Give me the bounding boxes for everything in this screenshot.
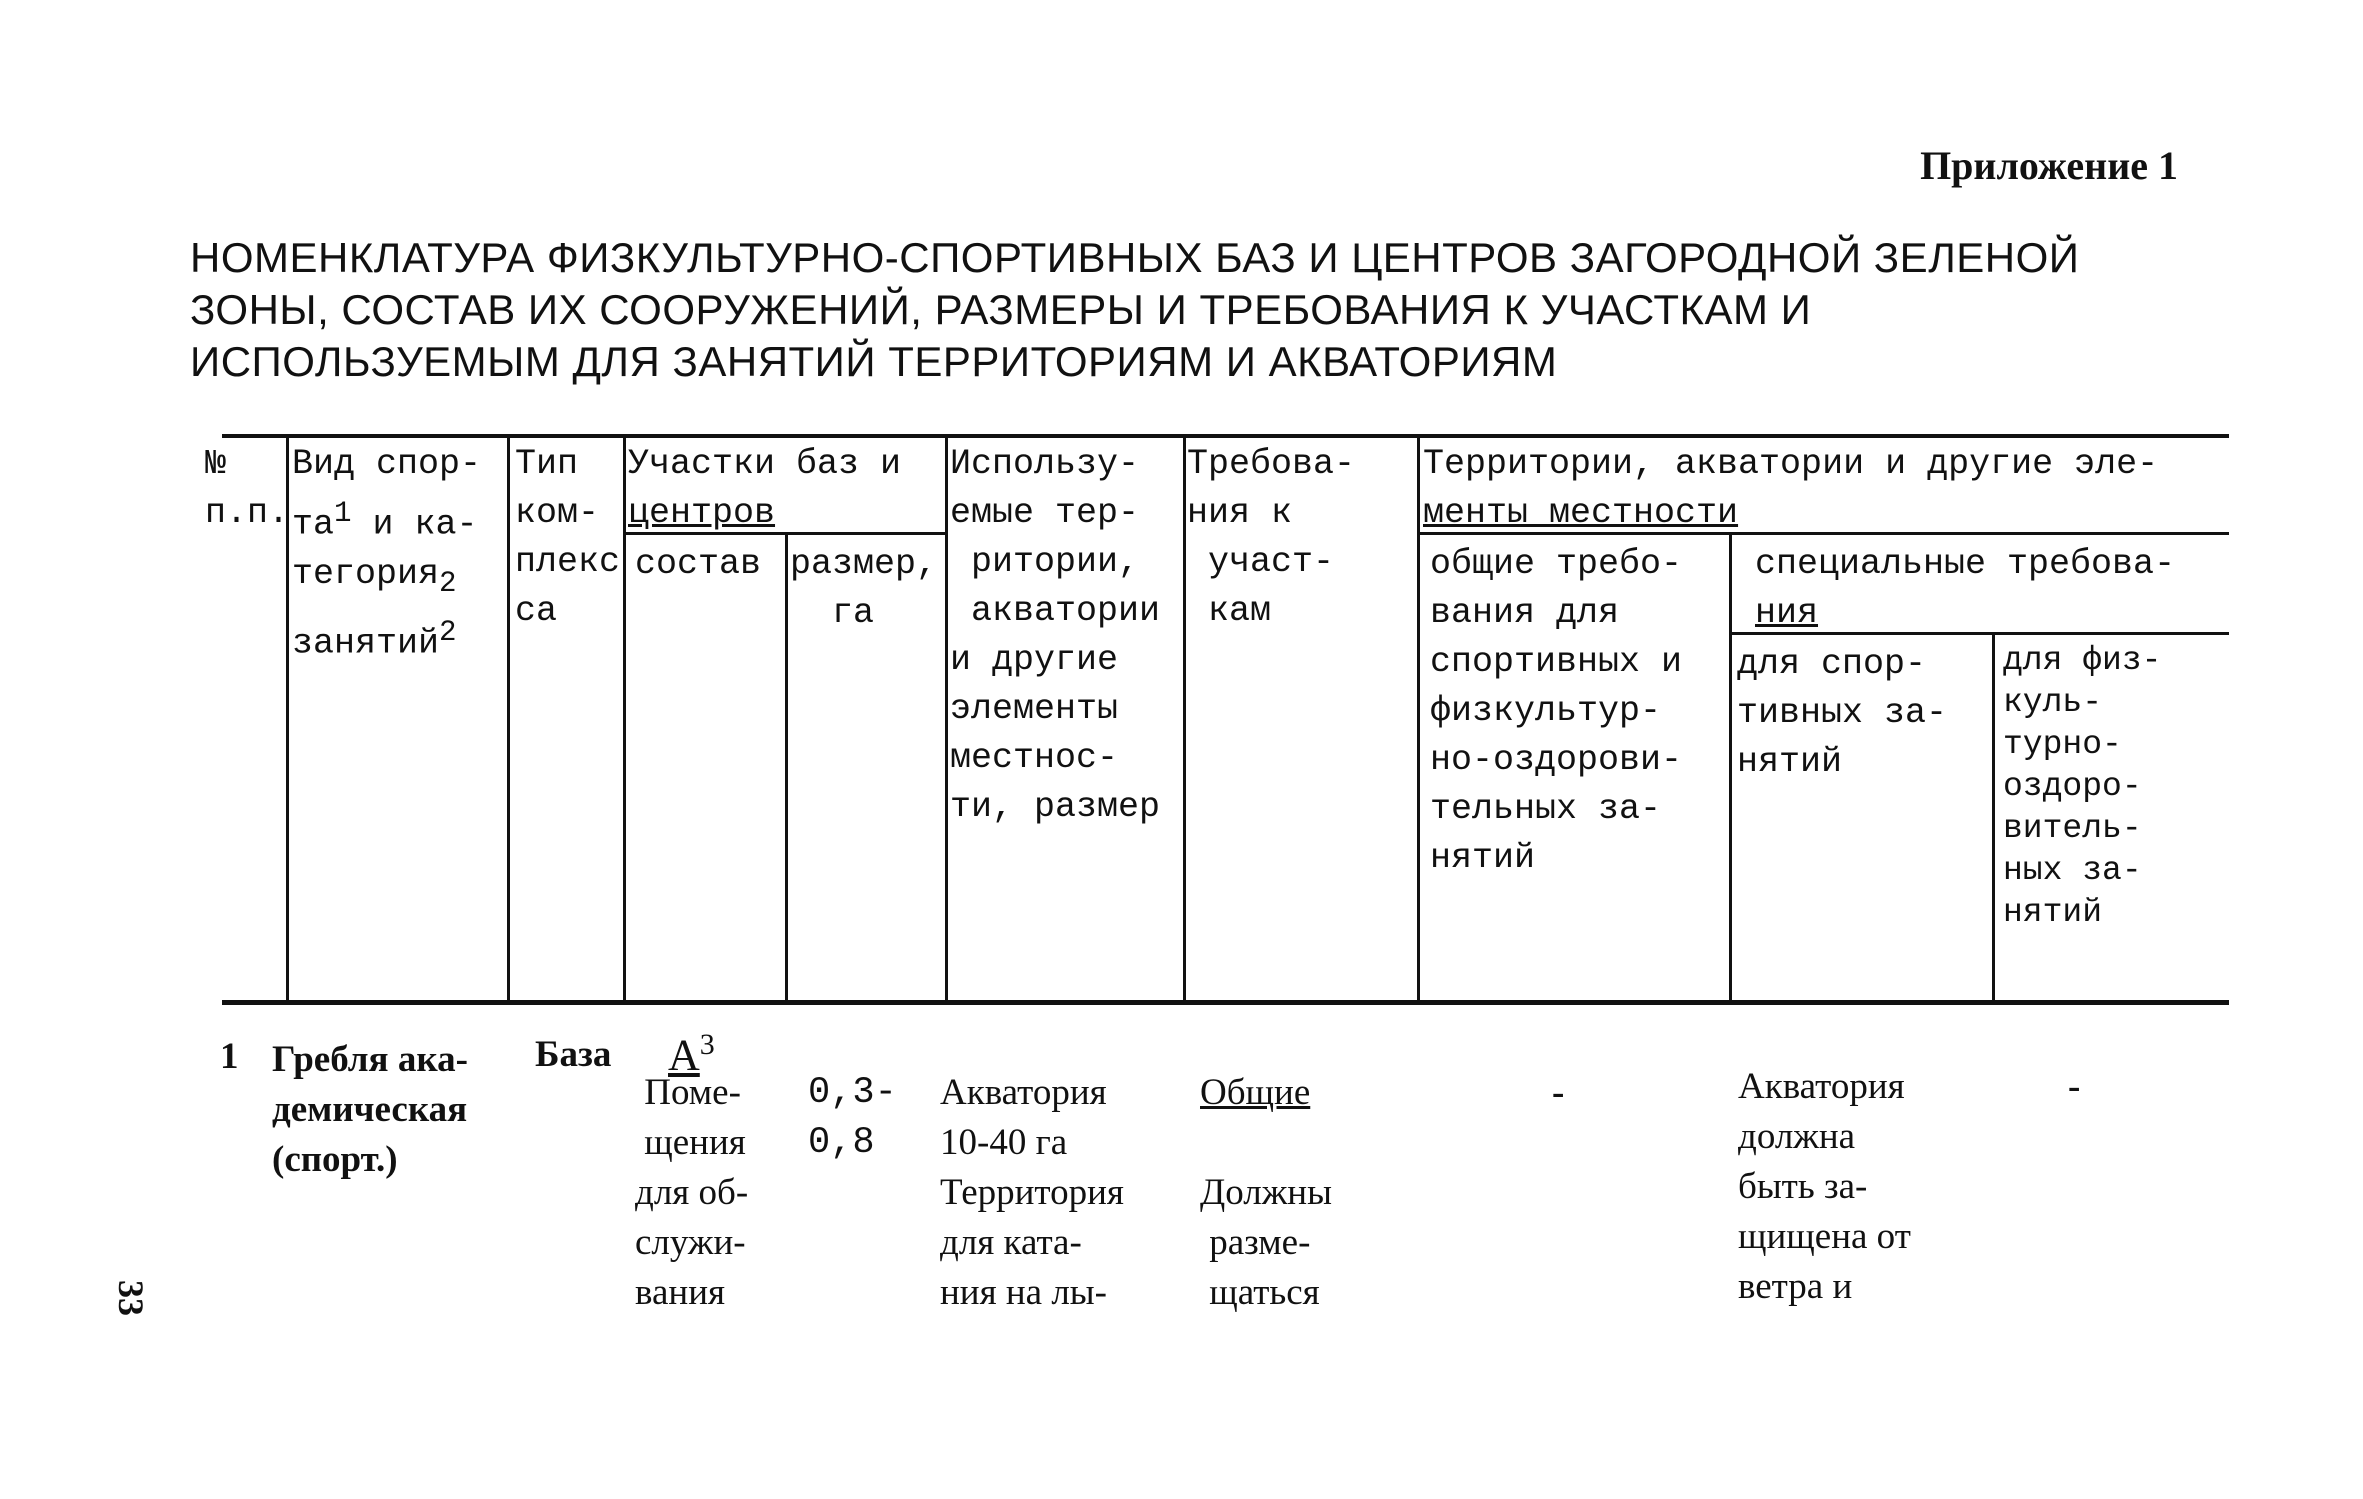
- header-num-l1: №: [205, 444, 227, 484]
- header-gen-l5: но-оздорови-: [1430, 740, 1683, 780]
- header-ff-l3: турно-: [2003, 726, 2122, 763]
- row1-comp-l5: вания: [635, 1272, 726, 1313]
- header-gen-l3: спортивных и: [1430, 642, 1683, 682]
- header-for-fitness: [2003, 640, 2161, 934]
- row1-size: [808, 1068, 897, 1168]
- row1-composition: [635, 1068, 748, 1318]
- header-for-sport: [1737, 640, 1947, 787]
- header-gen-l2: вания для: [1430, 593, 1620, 633]
- header-plots: [628, 440, 901, 538]
- header-used-l8: ти, размер: [950, 787, 1161, 827]
- row1-sport: [272, 1035, 468, 1185]
- row1-fs-l1: Акватория: [1738, 1066, 1905, 1107]
- header-num: [205, 440, 289, 538]
- page-number: 33: [111, 1280, 151, 1316]
- row1-req-l3: щаться: [1200, 1272, 1320, 1313]
- row1-comp-l4: служи-: [635, 1222, 746, 1263]
- title-line-3: ИСПОЛЬЗУЕМЫМ ДЛЯ ЗАНЯТИЙ ТЕРРИТОРИЯМ И АКВАТОРИЯМ: [190, 338, 1558, 385]
- page-title: [190, 232, 2220, 388]
- header-sport: [292, 440, 481, 668]
- title-line-2: ЗОНЫ, СОСТАВ ИХ СООРУЖЕНИЙ, РАЗМЕРЫ И ТРЕБОВАНИЯ К УЧАСТКАМ И: [190, 286, 1812, 333]
- header-ff-l6: ных за-: [2003, 852, 2142, 889]
- header-requirements: [1187, 440, 1355, 636]
- col-divider: [507, 436, 510, 1002]
- header-used-l1: Использу-: [950, 444, 1140, 484]
- header-gen-l6: тельных за-: [1430, 789, 1662, 829]
- row1-requirements: [1200, 1068, 1332, 1318]
- header-fs-l3: нятий: [1737, 742, 1843, 782]
- col-divider: [945, 436, 948, 1002]
- header-ff-l2: куль-: [2003, 684, 2103, 721]
- header-special-requirements: [1755, 540, 2175, 638]
- header-terr-l2: менты местности: [1423, 493, 1739, 533]
- header-used-territories: [950, 440, 1160, 832]
- row1-used-l3: Территория: [940, 1172, 1124, 1213]
- header-plots-l2: центров: [628, 493, 776, 533]
- row1-size-l1: 0,3-: [808, 1072, 897, 1114]
- header-sport-l2: $та^1$ и ка-: [292, 497, 478, 545]
- row1-num: 1: [220, 1036, 239, 1077]
- row1-fs-l3: быть за-: [1738, 1166, 1868, 1207]
- row1-used-l1: Акватория: [940, 1072, 1107, 1113]
- row1-fs-l5: ветра и: [1738, 1266, 1853, 1307]
- row1-sport-l2: демическая: [272, 1089, 468, 1130]
- row1-req-l1: Должны: [1200, 1172, 1332, 1213]
- header-gen-l7: нятий: [1430, 838, 1536, 878]
- header-ff-l4: оздоро-: [2003, 768, 2142, 805]
- header-gen-l4: физкультур-: [1430, 691, 1662, 731]
- header-req-l4: кам: [1187, 591, 1272, 631]
- header-gen-l1: общие требо-: [1430, 544, 1683, 584]
- col-divider: [785, 534, 788, 1002]
- header-used-l4: акватории: [950, 591, 1161, 631]
- header-used-l6: элементы: [950, 689, 1119, 729]
- row1-for-sport: [1738, 1062, 1911, 1312]
- header-req-l1: Требова-: [1187, 444, 1356, 484]
- col-divider: [623, 436, 626, 1002]
- col-divider: [1417, 436, 1420, 1002]
- col-divider: [1729, 534, 1732, 1002]
- header-type: [515, 440, 620, 636]
- header-fs-l2: тивных за-: [1737, 693, 1948, 733]
- header-composition: состав: [635, 544, 762, 584]
- header-fs-l1: для спор-: [1737, 644, 1927, 684]
- header-ff-l7: нятий: [2003, 894, 2103, 931]
- header-num-l2: п.п.: [205, 493, 290, 533]
- row1-category-sup: 3: [699, 1028, 715, 1061]
- row1-used-l4: для ката-: [940, 1222, 1082, 1263]
- col-divider: [1183, 436, 1186, 1002]
- header-sport-l3: тегория$_2$: [292, 553, 457, 600]
- header-size-l1: размер,: [790, 544, 938, 584]
- header-type-l3: плекс: [515, 542, 621, 582]
- table-top-rule: [222, 434, 2229, 438]
- header-req-l2: ния к: [1187, 493, 1293, 533]
- row1-req-title: Общие: [1200, 1072, 1311, 1113]
- row1-fs-l2: должна: [1738, 1116, 1856, 1157]
- header-type-l1: Тип: [515, 444, 579, 484]
- row1-used-l5: ния на лы-: [940, 1272, 1107, 1313]
- header-spec-l1: специальные требова-: [1755, 544, 2176, 584]
- appendix-label: Приложение 1: [1920, 143, 2178, 188]
- row1-req-l2: разме-: [1200, 1222, 1311, 1263]
- header-size: [790, 540, 937, 638]
- row1-comp-l1: Поме-: [635, 1072, 741, 1113]
- row1-category-letter: А: [668, 1030, 700, 1080]
- header-ff-l1: для физ-: [2003, 642, 2162, 679]
- header-type-l2: ком-: [515, 493, 600, 533]
- title-line-1: НОМЕНКЛАТУРА ФИЗКУЛЬТУРНО-СПОРТИВНЫХ БАЗ И ЦЕНТРОВ ЗАГОРОДНОЙ ЗЕЛЕНОЙ: [190, 234, 2080, 281]
- row1-used-territories: [940, 1068, 1124, 1318]
- header-territories: [1423, 440, 2158, 538]
- row1-sport-l3: (спорт.): [272, 1139, 398, 1180]
- row1-sport-l1: Гребля ака-: [272, 1039, 468, 1080]
- header-terr-l1: Территории, акватории и другие эле-: [1423, 444, 2159, 484]
- header-used-l5: и другие: [950, 640, 1119, 680]
- header-spec-l2: ния: [1755, 593, 1819, 633]
- header-bottom-rule: [222, 1000, 2229, 1005]
- row1-fs-l4: щищена от: [1738, 1216, 1911, 1257]
- row1-size-l2: 0,8: [808, 1122, 875, 1164]
- header-used-l7: местнос-: [950, 738, 1119, 778]
- header-general-requirements: [1430, 540, 1682, 883]
- row1-for-fitness: -: [2068, 1066, 2081, 1107]
- header-type-l4: са: [515, 591, 558, 631]
- row1-comp-l3: для об-: [635, 1172, 749, 1213]
- col-divider: [1992, 634, 1995, 1002]
- header-sport-l1: Вид спор-: [292, 444, 482, 484]
- header-ff-l5: витель-: [2003, 810, 2142, 847]
- row1-comp-l2: щения: [635, 1122, 746, 1163]
- row1-general: -: [1552, 1072, 1565, 1113]
- row1-type: База: [535, 1034, 612, 1075]
- header-used-l3: ритории,: [950, 542, 1140, 582]
- header-req-l3: участ-: [1187, 542, 1335, 582]
- header-size-l2: га: [790, 593, 875, 633]
- header-sport-l4: занятий$^2$: [292, 615, 457, 664]
- row1-used-l2: 10-40 га: [940, 1122, 1068, 1163]
- header-plots-l1: Участки баз и: [628, 444, 902, 484]
- header-used-l2: емые тер-: [950, 493, 1140, 533]
